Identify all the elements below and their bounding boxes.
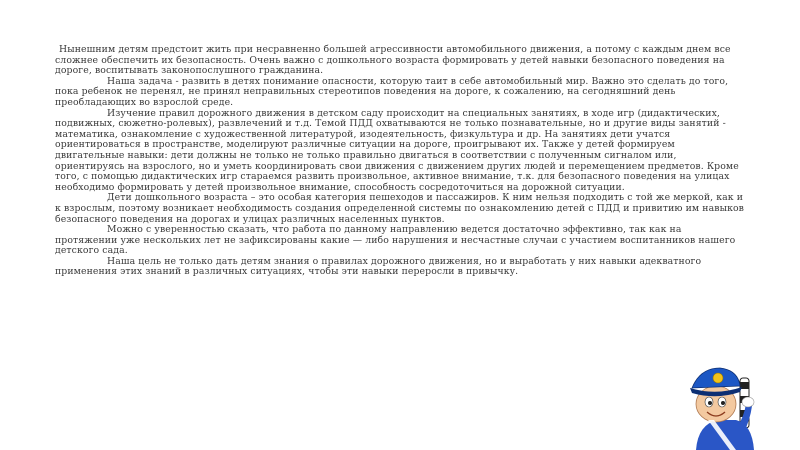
- paragraph-4: Дети дошкольного возраста – это особая категория пешеходов и пассажиров. К ним нельзя подходить с той же меркой, как и к взрослым, поэтому возникает необходимость создания определенной системы по ознакомлению детей с ПДД и привитию им навыков безопасного поведения на дорогах и улицах различных населенных пунктов.: [55, 192, 745, 225]
- paragraph-6: Наша цель не только дать детям знания о правилах дорожного движения, но и выработать у них навыки адекватного применения этих знаний в различных ситуациях, чтобы эти навыки переросли в привычку.: [55, 255, 702, 278]
- paragraph-5: Можно с уверенностью сказать, что работа по данному направлению ведется достаточно эффективно, так как на протяжении уже нескольких лет не зафиксированы какие — либо нарушения и несчастные случаи с участием воспитанников нашего детского сада.: [55, 224, 736, 257]
- document-body: [55, 45, 745, 278]
- glove: [742, 397, 754, 407]
- traffic-police-boy-icon: [678, 354, 798, 450]
- paragraph-1: Нынешним детям предстоит жить при несравненно большей агрессивности автомобильного движения, а потому с каждым днем все сложнее обеспечить их безопасность. Очень важно с дошкольного возраста формировать у детей навыки безопасного поведения на дороге, воспитывать законопослушного гражданина.: [55, 44, 731, 77]
- cap-badge: [713, 373, 723, 383]
- paragraph-2: Наша задача - развить в детях понимание опасности, которую таит в себе автомобильный мир. Важно это сделать до того, пока ребенок не перенял, не принял неправильных стереотипов поведения на дороге, к сожалению, на сегодняшний день преобладающих во взрослой среде.: [55, 75, 729, 108]
- paragraph-3: Изучение правил дорожного движения в детском саду происходит на специальных занятиях, в ходе игр (дидактических, подвижных, сюжетно-ролевых), развлечений и т.д. Темой ПДД охватываются не только познавательные, но и другие виды занятий - математика, ознакомление с художественной литературой, изодеятельность, физкультура и др. На занятиях дети учатся ориентироваться в пространстве, моделируют различные ситуации на дороге, проигрывают их. Также у детей формируем двигательные навыки: дети должны не только не только правильно двигаться в соответствии с полученным сигналом или, ориентируясь на взрослого, но и уметь координировать свои движения с движением других людей и перемещением предметов. Кроме того, с помощью дидактических игр стараемся развить произвольное, активное внимание, т.к. для безопасного поведения на улицах необходимо формировать у детей произвольное внимание, способность сосредоточиться на дорожной ситуации.: [55, 107, 739, 193]
